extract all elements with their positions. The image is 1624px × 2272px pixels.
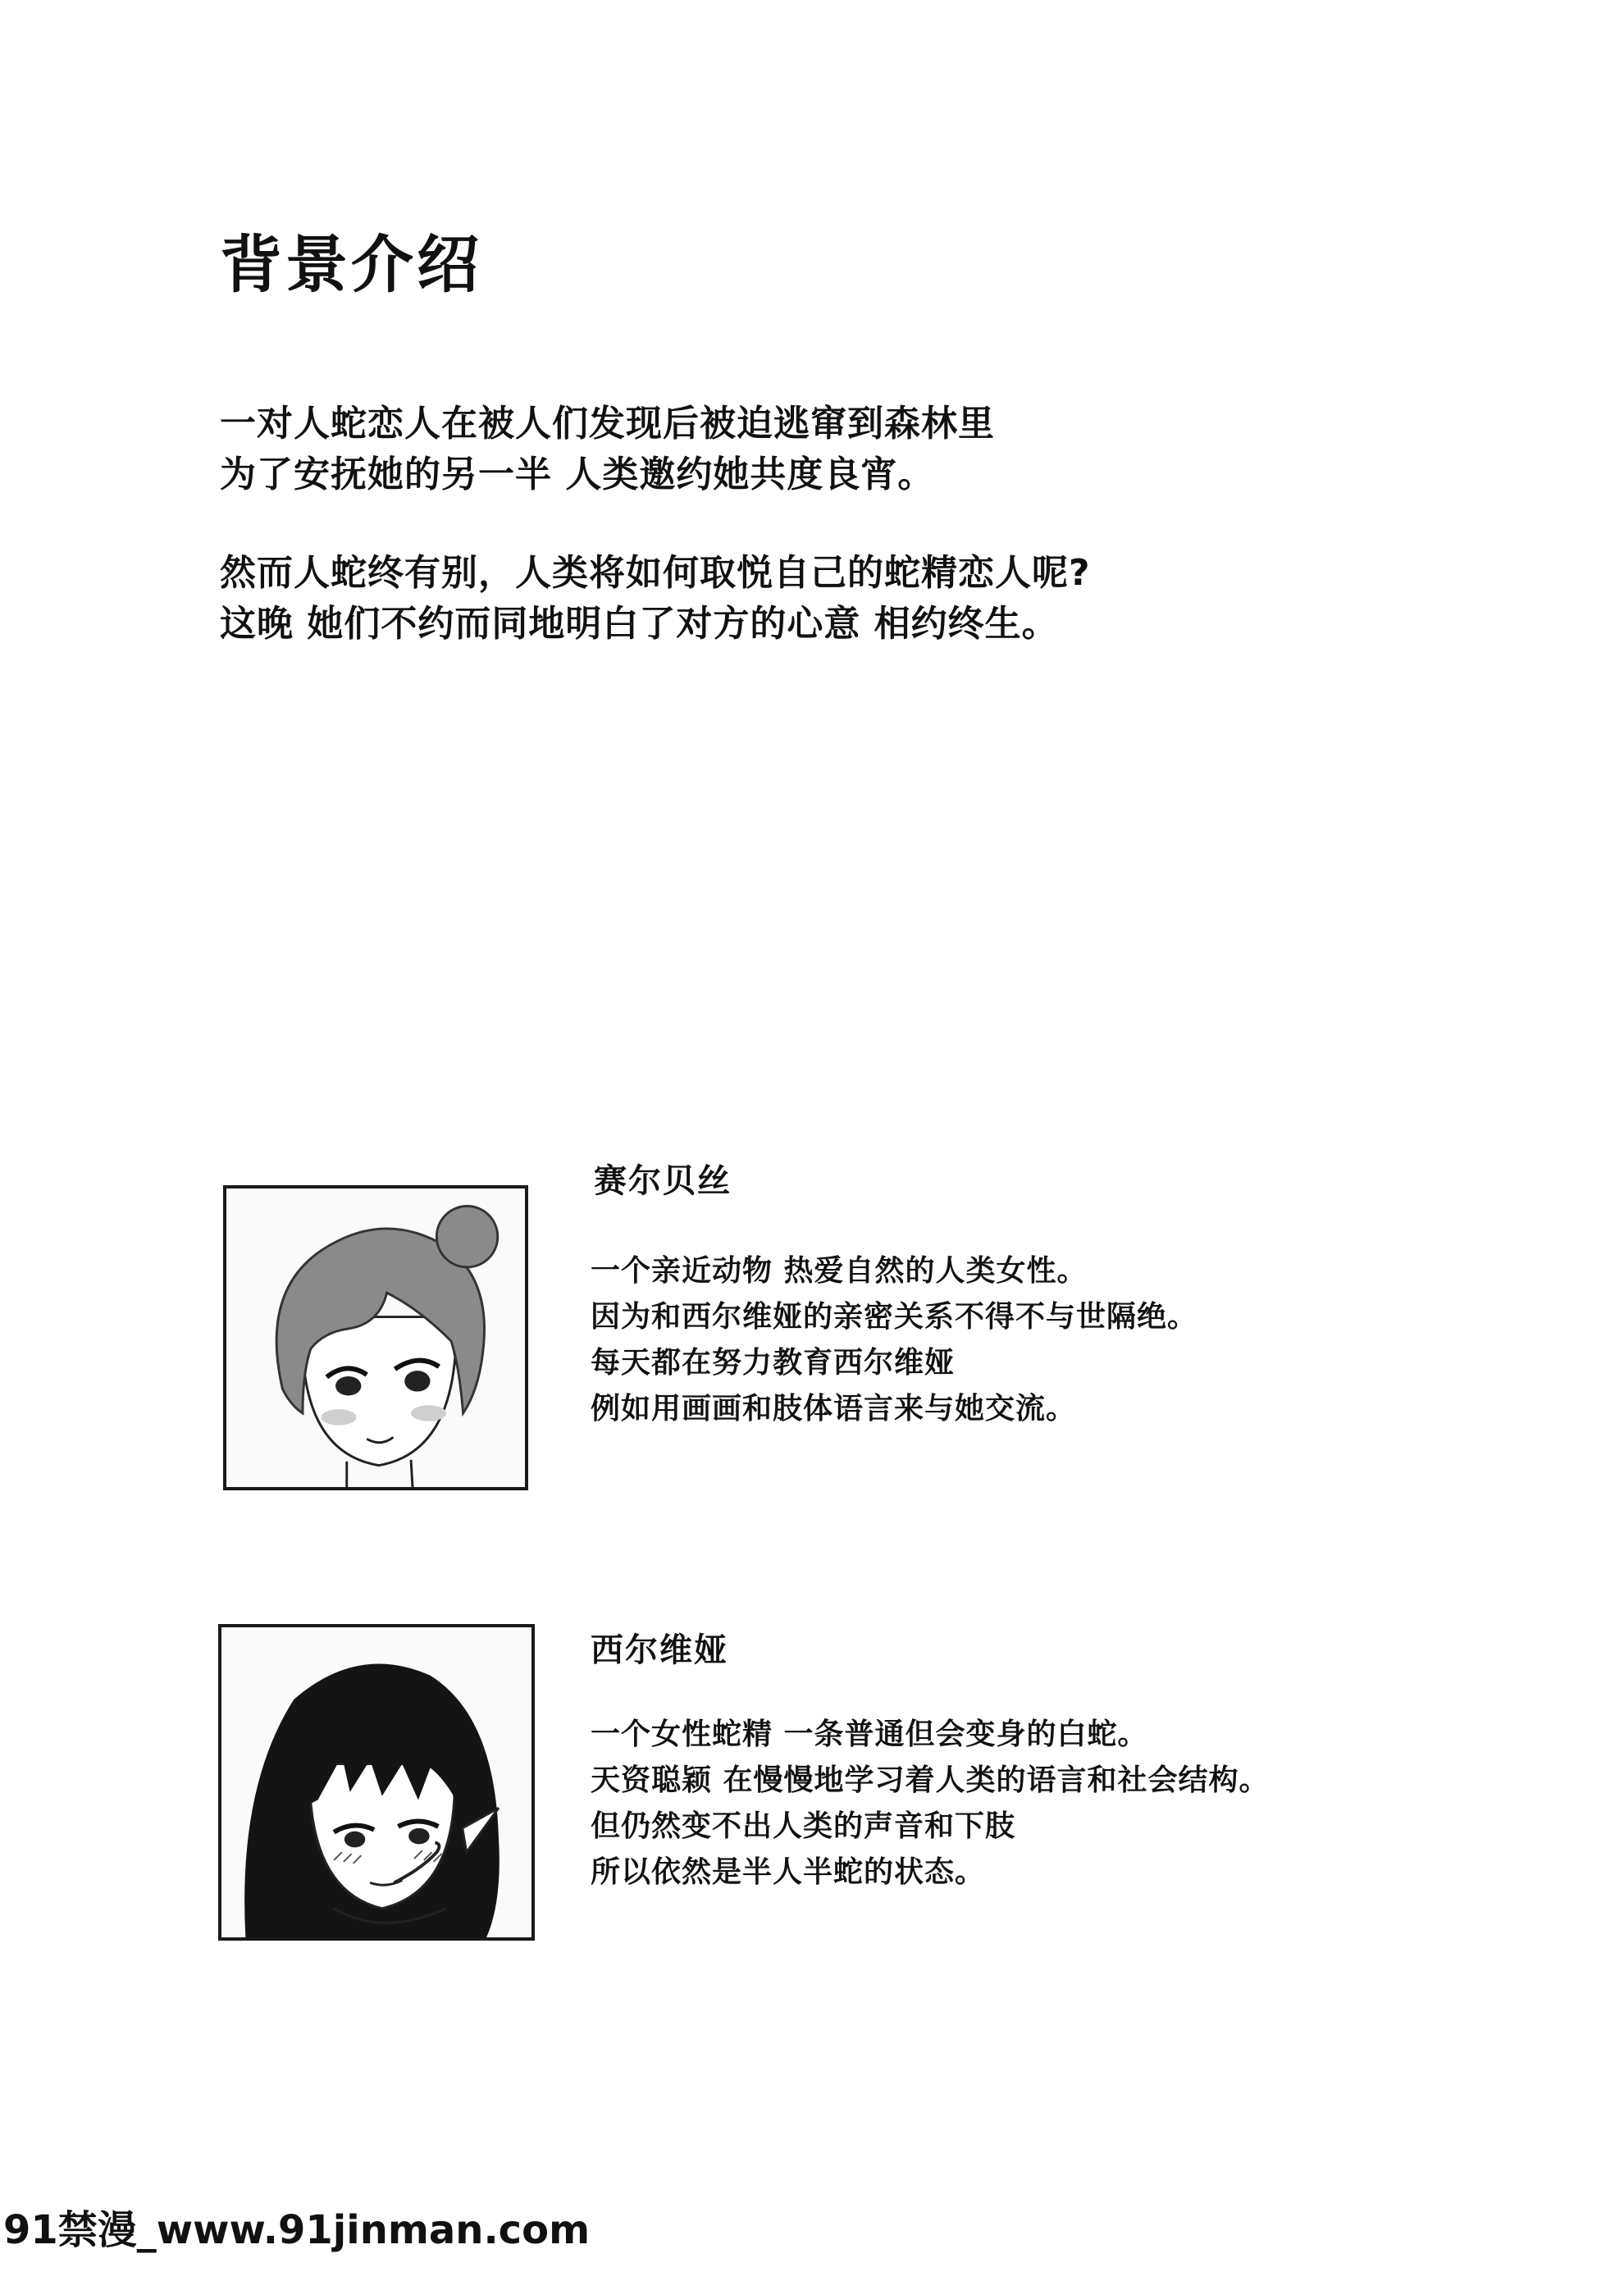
page-title: 背景介绍 [220,228,482,301]
portrait-illustration [226,1188,525,1487]
description-line: 因为和西尔维娅的亲密关系不得不与世隔绝。 [591,1300,1198,1334]
character-name: 西尔维娅 [591,1631,728,1669]
description-line: 天资聪颖 在慢慢地学习着人类的语言和社会结构。 [591,1763,1270,1797]
description-line: 例如用画画和肢体语言来与她交流。 [591,1392,1077,1426]
intro-paragraph-1 [220,399,1286,500]
description-line: 所以依然是半人半蛇的状态。 [591,1855,986,1889]
character-name: 赛尔贝丝 [594,1162,732,1200]
description-line: 但仍然变不出人类的声音和下肢 [591,1809,1016,1843]
description-line: 每天都在努力教育西尔维娅 [591,1346,956,1380]
portrait-illustration [221,1627,531,1937]
intro-line: 这晚 她们不约而同地明白了对方的心意 相约终生。 [220,603,1059,645]
intro-line: 为了安抚她的另一半 人类邀约她共度良宵。 [220,454,935,495]
description-line: 一个女性蛇精 一条普通但会变身的白蛇。 [591,1718,1148,1751]
character-portrait-sylvia [218,1624,535,1941]
site-watermark: 91禁漫_www.91jinman.com [3,2207,591,2253]
intro-line: 然而人蛇终有别，人类将如何取悦自己的蛇精恋人呢? [220,552,1091,594]
character-description [591,1712,1270,1896]
intro-paragraph-2 [220,548,1286,650]
character-portrait-serbes [223,1185,528,1490]
intro-line: 一对人蛇恋人在被人们发现后被迫逃窜到森林里 [220,403,995,445]
character-description [591,1248,1197,1432]
description-line: 一个亲近动物 热爱自然的人类女性。 [591,1254,1088,1288]
